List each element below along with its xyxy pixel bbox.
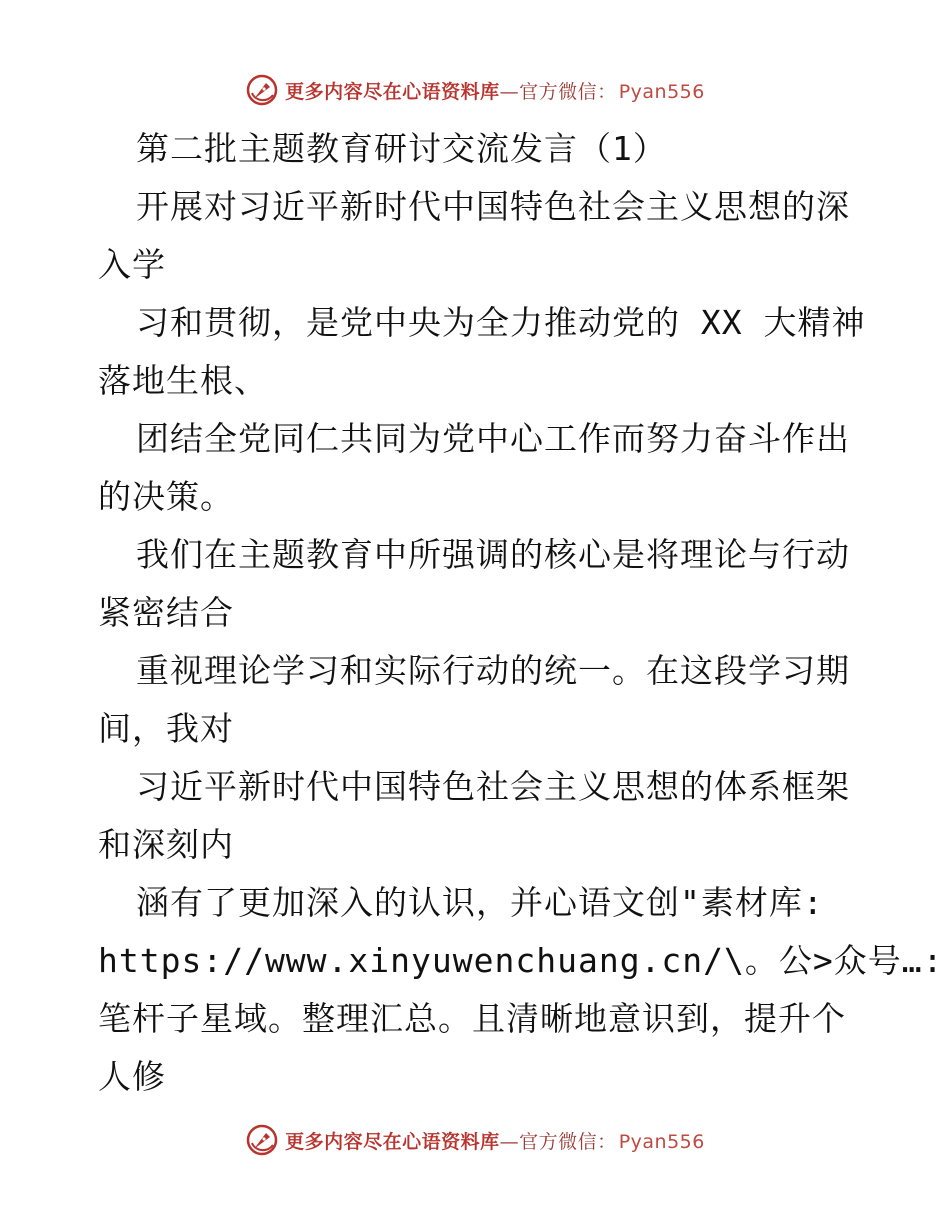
- paragraph-line: 习近平新时代中国特色社会主义思想的体系框架: [136, 767, 850, 806]
- watermark-wechat-id: Pyan556: [618, 80, 705, 103]
- paragraph-line: 开展对习近平新时代中国特色社会主义思想的深: [136, 187, 850, 226]
- paragraph-line: 紧密结合: [98, 593, 234, 632]
- paragraph-line: 间，我对: [98, 709, 234, 748]
- watermark-brand: 更多内容尽在心语资料库: [285, 1130, 500, 1153]
- watermark-wechat-id: Pyan556: [618, 1130, 705, 1153]
- watermark-brand: 更多内容尽在心语资料库: [285, 80, 500, 103]
- watermark-header: [0, 70, 950, 110]
- paragraph-line: 和深刻内: [98, 825, 234, 864]
- paragraph-line: 落地生根、: [98, 361, 268, 400]
- watermark-text: [285, 77, 705, 104]
- watermark-wechat-label: 官方微信：: [519, 80, 617, 103]
- document-title: 第二批主题教育研讨交流发言（1）: [136, 129, 667, 168]
- watermark-separator: —: [499, 80, 520, 103]
- watermark-wechat-label: 官方微信：: [519, 1130, 617, 1153]
- paragraph-line: 笔杆子星域。整理汇总。且清晰地意识到，提升个: [98, 999, 846, 1038]
- pen-nib-circle-icon: [245, 73, 279, 107]
- pen-nib-circle-icon: [245, 1123, 279, 1157]
- paragraph-line-url: https://www.xinyuwenchuang.cn/\。公>众号…:: [98, 941, 944, 980]
- paragraph-line: 涵有了更加深入的认识，并心语文创"素材库:: [136, 883, 824, 922]
- document-body: [98, 120, 944, 1106]
- paragraph-line: 我们在主题教育中所强调的核心是将理论与行动: [136, 535, 850, 574]
- paragraph-line: 团结全党同仁共同为党中心工作而努力奋斗作出: [136, 419, 850, 458]
- paragraph-line: 入学: [98, 245, 166, 284]
- watermark-separator: —: [499, 1130, 520, 1153]
- paragraph-line: 的决策。: [98, 477, 234, 516]
- watermark-text: [285, 1127, 705, 1154]
- paragraph-line: 人修: [98, 1057, 166, 1096]
- paragraph-line: 重视理论学习和实际行动的统一。在这段学习期: [136, 651, 850, 690]
- paragraph-line: 习和贯彻，是党中央为全力推动党的 XX 大精神: [136, 303, 866, 342]
- watermark-footer: [0, 1120, 950, 1160]
